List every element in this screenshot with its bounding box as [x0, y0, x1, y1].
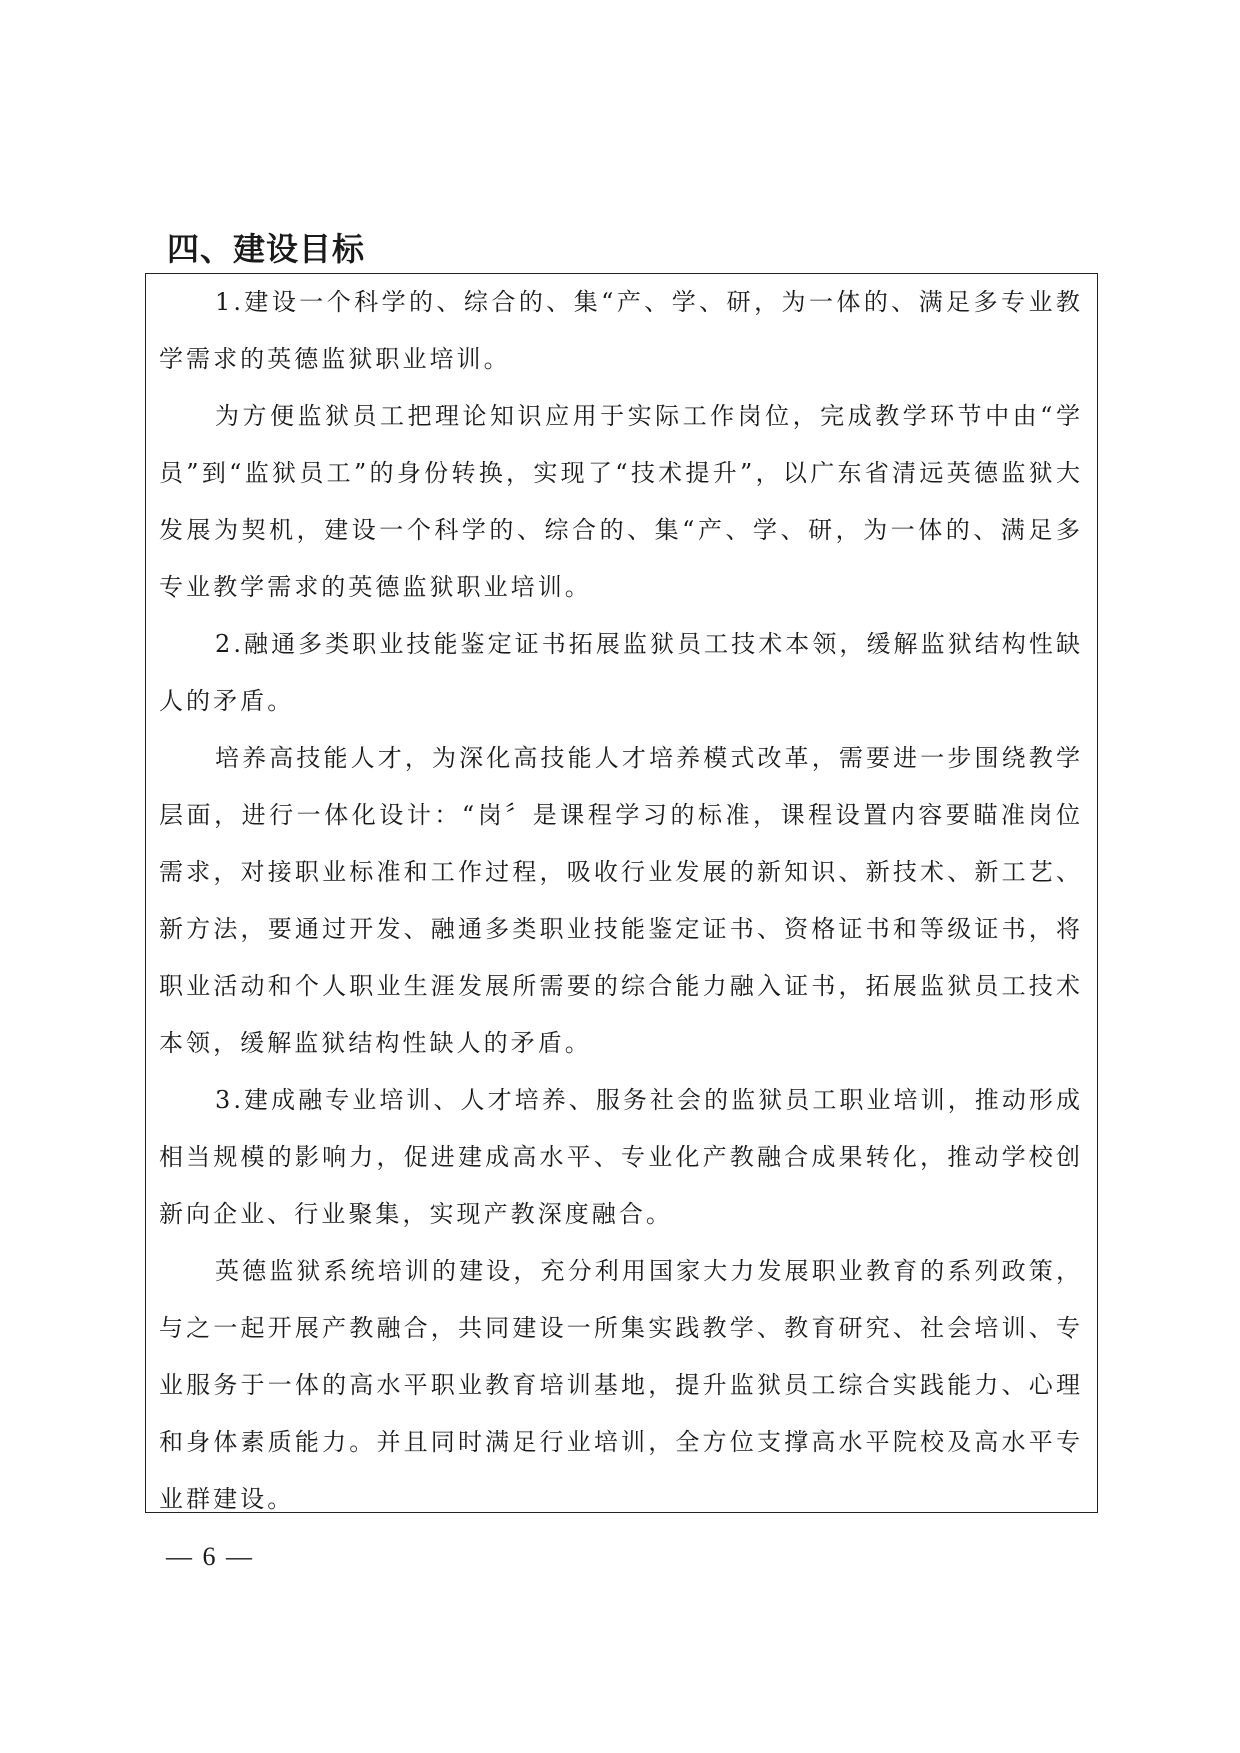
paragraph-goal-1-detail: 为方便监狱员工把理论知识应用于实际工作岗位，完成教学环节中由“学员”到“监狱员工”的身份转换，实现了“技术提升”，以广东省清远英德监狱大发展为契机，建设一个科学的、综合的、集“产、学、研，为一体的、满足多专业教学需求的英德监狱职业培训。 — [159, 402, 1083, 601]
section-heading: 四、建设目标 — [167, 230, 366, 268]
paragraph-goal-2: 2.融通多类职业技能鉴定证书拓展监狱员工技术本领，缓解监狱结构性缺人的矛盾。 — [159, 630, 1083, 715]
paragraph-goal-3: 3.建成融专业培训、人才培养、服务社会的监狱员工职业培训，推动形成相当规模的影响力，促进建成高水平、专业化产教融合成果转化，推动学校创新向企业、行业聚集，实现产教深度融合。 — [159, 1086, 1083, 1228]
content-box — [145, 273, 1098, 1513]
paragraph-goal-2-detail: 培养高技能人才，为深化高技能人才培养模式改革，需要进一步围绕教学层面，进行一体化设计：“岗〞是课程学习的标准，课程设置内容要瞄准岗位需求，对接职业标准和工作过程，吸收行业发展的新知识、新技术、新工艺、新方法，要通过开发、融通多类职业技能鉴定证书、资格证书和等级证书，将职业活动和个人职业生涯发展所需要的综合能力融入证书，拓展监狱员工技术本领，缓解监狱结构性缺人的矛盾。 — [159, 744, 1083, 1057]
paragraph-goal-3-detail: 英德监狱系统培训的建设，充分利用国家大力发展职业教育的系列政策，与之一起开展产教融合，共同建设一所集实践教学、教育研究、社会培训、专业服务于一体的高水平职业教育培训基地，提升监狱员工综合实践能力、心理和身体素质能力。并且同时满足行业培训，全方位支撑高水平院校及高水平专业群建设。 — [159, 1257, 1083, 1513]
paragraph-goal-1: 1.建设一个科学的、综合的、集“产、学、研，为一体的、满足多专业教学需求的英德监狱职业培训。 — [159, 288, 1083, 373]
page-number: — 6 — — [166, 1542, 254, 1571]
